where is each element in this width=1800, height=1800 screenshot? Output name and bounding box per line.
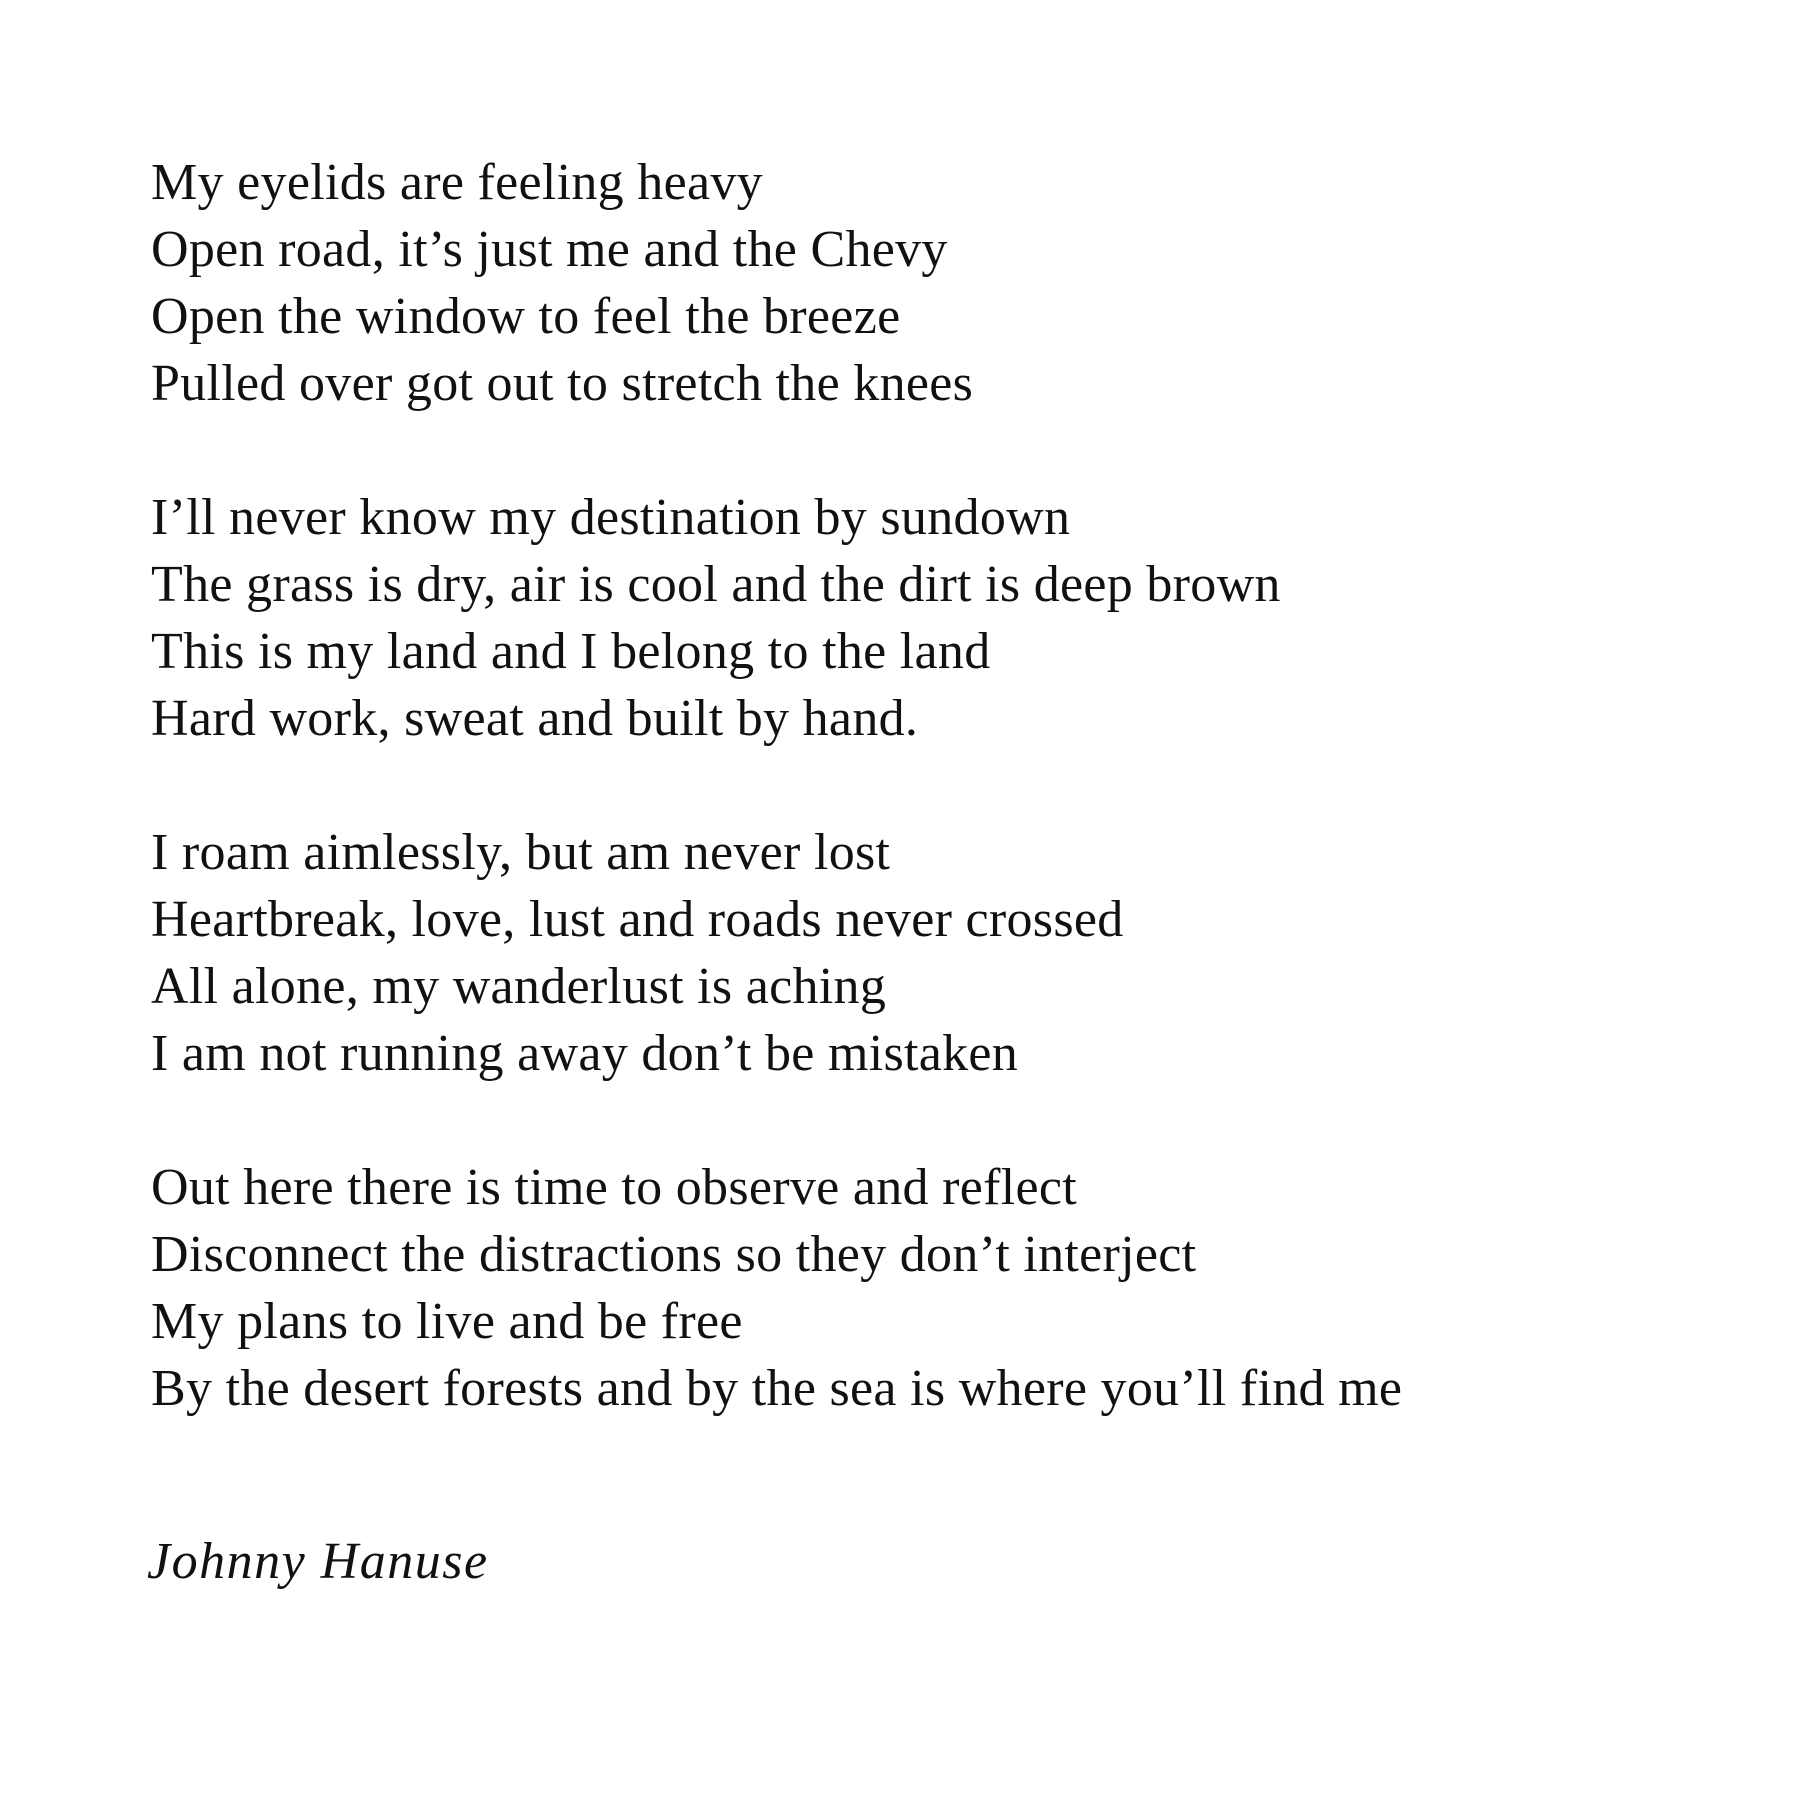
poem-line: This is my land and I belong to the land	[151, 623, 991, 680]
poem-line: Heartbreak, love, lust and roads never crossed	[151, 891, 1124, 948]
poem-line: By the desert forests and by the sea is where you’ll find me	[151, 1360, 1403, 1417]
poem-line: My plans to live and be free	[151, 1293, 743, 1350]
poem-body	[151, 149, 1402, 1489]
stanza-1	[151, 149, 1402, 417]
poem-line: My eyelids are feeling heavy	[151, 154, 763, 211]
author-name: Johnny Hanuse	[147, 1533, 489, 1590]
poem-line: Out here there is time to observe and reflect	[151, 1159, 1078, 1216]
poem-line: The grass is dry, air is cool and the dirt is deep brown	[151, 556, 1281, 613]
poem-line: I’ll never know my destination by sundown	[151, 489, 1071, 546]
stanza-4	[151, 1154, 1402, 1422]
poem-line: Hard work, sweat and built by hand.	[151, 690, 919, 747]
poem-line: I roam aimlessly, but am never lost	[151, 824, 891, 881]
poem-line: Disconnect the distractions so they don’t interject	[151, 1226, 1197, 1283]
stanza-2	[151, 484, 1402, 752]
poem-line: Open the window to feel the breeze	[151, 288, 901, 345]
poem-line: I am not running away don’t be mistaken	[151, 1025, 1019, 1082]
poem-line: Pulled over got out to stretch the knees	[151, 355, 974, 412]
stanza-3	[151, 819, 1402, 1087]
poem-line: All alone, my wanderlust is aching	[151, 958, 887, 1015]
poem-line: Open road, it’s just me and the Chevy	[151, 221, 948, 278]
